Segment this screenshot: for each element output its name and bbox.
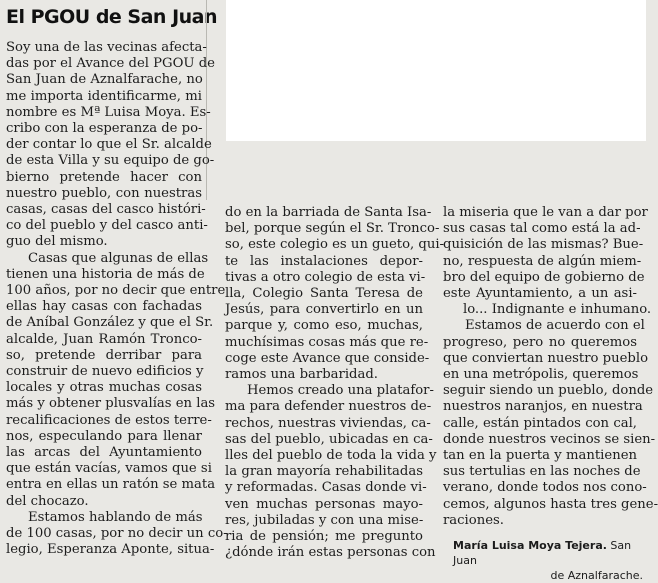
- article-title: El PGOU de San Juan: [6, 6, 218, 28]
- text-line: muchísimas cosas más que re-: [225, 334, 429, 350]
- text-line: 100 años, por no decir que entre: [6, 283, 226, 299]
- text-line: verano, donde todos nos cono-: [443, 480, 647, 496]
- text-line: este Ayuntamiento, a un asi-: [443, 286, 637, 302]
- text-line: progreso, pero no queremos: [443, 334, 637, 350]
- text-line: das por el Avance del PGOU de: [6, 56, 215, 72]
- text-line: alcalde, Juan Ramón Tronco-: [6, 331, 202, 347]
- text-line: ramos una barbaridad.: [225, 367, 378, 383]
- text-line: que conviertan nuestro pueblo: [443, 350, 649, 366]
- text-line: bierno pretende hacer con: [6, 169, 202, 185]
- text-line: ria de pensión; me pregunto: [225, 529, 423, 545]
- text-line: tienen una historia de más de: [6, 266, 205, 282]
- text-line: so, pretende derribar para: [6, 347, 202, 363]
- text-column-2: [225, 205, 445, 561]
- text-line: Hemos creado una platafor-: [247, 383, 434, 399]
- text-line: San Juan de Aznalfarache, no: [6, 72, 203, 88]
- text-line: nos, especulando para llenar: [6, 428, 202, 444]
- text-line: lla, Colegio Santa Teresa de: [225, 286, 423, 302]
- text-line: so, este colegio es un gueto, qui-: [225, 237, 445, 253]
- text-line: legio, Esperanza Aponte, situa-: [6, 542, 215, 558]
- text-line: seguir siendo un pueblo, donde: [443, 383, 654, 399]
- text-line: der contar lo que el Sr. alcalde: [6, 137, 212, 153]
- text-line: Casas que algunas de ellas: [28, 250, 209, 266]
- text-line: locales y otras muchas cosas: [6, 380, 202, 396]
- text-line: nuestro pueblo, con nuestras: [6, 185, 202, 201]
- text-line: la gran mayoría rehabilitadas: [225, 464, 423, 480]
- signature-name: María Luisa Moya Tejera.: [453, 539, 607, 552]
- text-column-1: [6, 40, 228, 559]
- text-line: ¿dónde irán estas personas con: [225, 545, 436, 561]
- text-line: no, respuesta de algún miem-: [443, 253, 642, 269]
- text-line: del chocazo.: [6, 493, 89, 509]
- text-line: las arcas del Ayuntamiento: [6, 445, 202, 461]
- text-line: más y obtener plusvalías en las: [6, 396, 216, 412]
- text-line: en una metrópolis, queremos: [443, 367, 639, 383]
- text-line: ven muchas personas mayo-: [225, 496, 423, 512]
- text-line: co del pueblo y del casco anti-: [6, 218, 208, 234]
- text-line: sus casas tal como está la ad-: [443, 221, 641, 237]
- text-line: que están vacías, vamos que si: [6, 461, 212, 477]
- text-line: cribo con la esperanza de po-: [6, 121, 203, 137]
- text-line: entra en ellas un ratón se mata: [6, 477, 216, 493]
- text-line: ellas hay casas con fachadas: [6, 299, 202, 315]
- text-line: calle, están pintados con cal,: [443, 415, 637, 431]
- text-line: guo del mismo.: [6, 234, 108, 250]
- text-line: casas, casas del casco históri-: [6, 202, 206, 218]
- text-line: do en la barriada de Santa Isa-: [225, 205, 432, 220]
- text-line: te las instalaciones depor-: [225, 253, 423, 269]
- text-line: Estamos hablando de más: [28, 509, 203, 525]
- text-line: tan en la puerta y mantienen: [443, 448, 637, 464]
- text-line: lo... Indignante e inhumano.: [463, 302, 652, 318]
- text-line: res, jubiladas y con una mise-: [225, 512, 424, 528]
- text-line: raciones.: [443, 512, 504, 528]
- text-line: cemos, algunos hasta tres gene-: [443, 496, 658, 512]
- text-line: nuestros naranjos, en nuestra: [443, 399, 643, 415]
- text-line: coge este Avance que conside-: [225, 350, 430, 366]
- text-line: de esta Villa y su equipo de go-: [6, 153, 215, 169]
- text-line: nombre es Mª Luisa Moya. Es-: [6, 104, 211, 120]
- text-line: ma para defender nuestros de-: [225, 399, 432, 415]
- text-line: Soy una de las vecinas afecta-: [6, 40, 207, 55]
- text-line: de 100 casas, por no decir un co-: [6, 526, 228, 542]
- text-line: sas del pueblo, ubicadas en ca-: [225, 431, 433, 447]
- text-line: sus tertulias en las noches de: [443, 464, 641, 480]
- text-line: recalificaciones de estos terre-: [6, 412, 212, 428]
- text-line: tivas a otro colegio de esta vi-: [225, 269, 426, 285]
- text-line: quisición de las mismas? Bue-: [443, 237, 644, 253]
- text-line: de Aníbal González y que el Sr.: [6, 315, 214, 331]
- text-line: construir de nuevo edificios y: [6, 364, 204, 380]
- signature-place-line1: San Juan: [453, 539, 632, 567]
- text-line: Jesús, para convertirlo en un: [225, 302, 423, 318]
- text-line: Estamos de acuerdo con el: [465, 318, 645, 334]
- column-divider: [206, 0, 213, 200]
- text-line: la miseria que le van a dar por: [443, 205, 648, 220]
- text-line: parque y, como eso, muchas,: [225, 318, 423, 334]
- text-line: bel, porque según el Sr. Tronco-: [225, 221, 440, 237]
- text-line: me importa identificarme, mi: [6, 88, 202, 104]
- text-line: y reformadas. Casas donde vi-: [225, 480, 427, 496]
- text-line: bro del equipo de gobierno de: [443, 269, 645, 285]
- text-column-3: [443, 205, 658, 529]
- signature: [453, 538, 643, 583]
- text-line: rechos, nuestras viviendas, ca-: [225, 415, 431, 431]
- signature-place-line2: de Aznalfarache.: [550, 569, 643, 582]
- blank-region: [226, 0, 646, 141]
- text-line: donde nuestros vecinos se sien-: [443, 431, 656, 447]
- text-line: lles del pueblo de toda la vida y: [225, 448, 437, 464]
